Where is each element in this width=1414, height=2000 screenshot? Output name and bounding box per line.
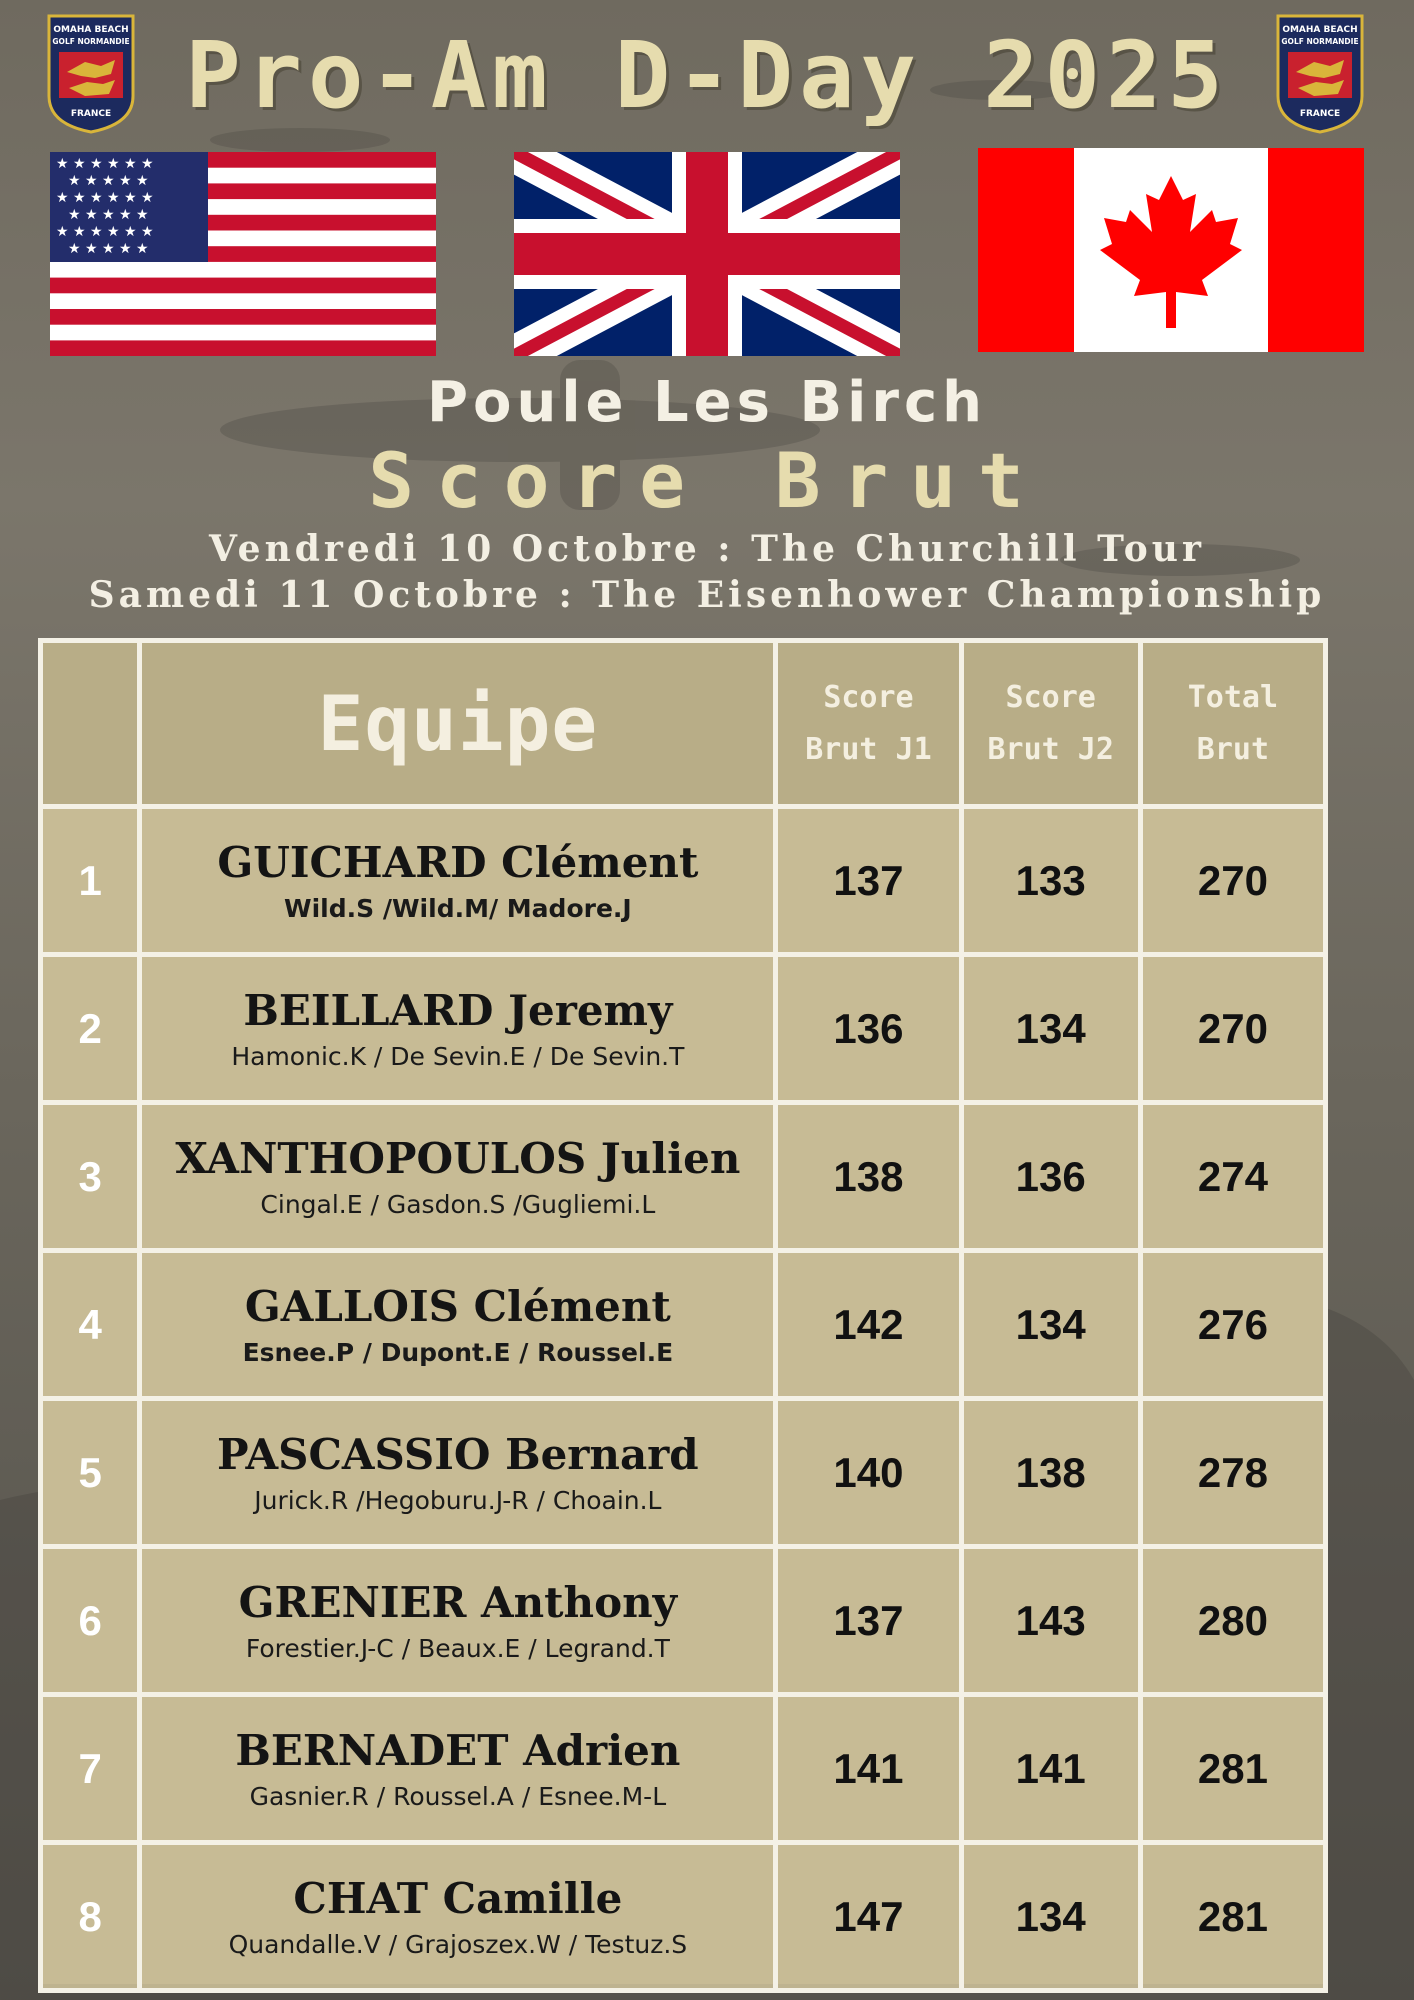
header-score-j2 [961, 641, 1140, 807]
day-2-schedule: Samedi 11 Octobre : The Eisenhower Championship [88, 574, 1326, 616]
svg-text:★ ★ ★ ★ ★ ★: ★ ★ ★ ★ ★ ★ [56, 190, 154, 206]
team-players: Cingal.E / Gasdon.S /Gugliemi.L [260, 1189, 656, 1219]
score-j2-cell: 134 [961, 1251, 1140, 1399]
day-1-schedule: Vendredi 10 Octobre : The Churchill Tour [209, 528, 1205, 570]
header-score-j1 [776, 641, 961, 807]
table-row [41, 1103, 1326, 1251]
badge-text-line3: FRANCE [70, 109, 112, 119]
score-j2-cell: 141 [961, 1695, 1140, 1843]
svg-text:★ ★ ★ ★ ★ ★: ★ ★ ★ ★ ★ ★ [56, 156, 154, 172]
rank-cell: 5 [41, 1399, 140, 1547]
table-row [41, 1399, 1326, 1547]
team-cell [140, 1103, 776, 1251]
total-cell: 280 [1140, 1547, 1325, 1695]
united-kingdom-flag [514, 152, 900, 356]
captain-name: BERNADET Adrien [235, 1725, 681, 1775]
score-j1-cell: 141 [776, 1695, 961, 1843]
table-row [41, 1695, 1326, 1843]
total-cell: 270 [1140, 807, 1325, 955]
team-cell [140, 1547, 776, 1695]
captain-name: PASCASSIO Bernard [217, 1429, 699, 1479]
total-cell: 281 [1140, 1843, 1325, 1991]
score-j2-cell: 134 [961, 955, 1140, 1103]
total-cell: 270 [1140, 955, 1325, 1103]
table-row [41, 1251, 1326, 1399]
team-players: Gasnier.R / Roussel.A / Esnee.M-L [249, 1781, 667, 1811]
score-j1-cell: 137 [776, 1547, 961, 1695]
badge-text-line3: FRANCE [1299, 109, 1341, 119]
table-row [41, 1547, 1326, 1695]
team-players: Esnee.P / Dupont.E / Roussel.E [242, 1337, 674, 1367]
table-row [41, 955, 1326, 1103]
rank-cell: 8 [41, 1843, 140, 1991]
team-players: Forestier.J-C / Beaux.E / Legrand.T [245, 1633, 670, 1663]
canada-flag [978, 148, 1364, 352]
header-score-j2-line2: Brut J2 [987, 731, 1114, 767]
score-j1-cell: 137 [776, 807, 961, 955]
badge-text-line1: OMAHA BEACH [1282, 25, 1358, 35]
score-j2-cell: 134 [961, 1843, 1140, 1991]
united-states-flag [50, 152, 436, 356]
header-score-j1-line1: Score [823, 679, 914, 715]
captain-name: CHAT Camille [293, 1873, 623, 1923]
header-score-j2-line1: Score [1005, 679, 1096, 715]
table-row [41, 807, 1326, 955]
page-title: Pro-Am D-Day 2025 [185, 22, 1229, 129]
captain-name: BEILLARD Jeremy [243, 985, 673, 1035]
team-players: Wild.S /Wild.M/ Madore.J [284, 893, 632, 923]
score-j2-cell: 136 [961, 1103, 1140, 1251]
header-total-line1: Total [1187, 679, 1279, 715]
badge-text-line2: GOLF NORMANDIE [1281, 37, 1359, 46]
svg-text:★ ★ ★ ★ ★: ★ ★ ★ ★ ★ [68, 173, 149, 189]
header-row [41, 641, 1326, 807]
total-cell: 281 [1140, 1695, 1325, 1843]
score-j2-cell: 143 [961, 1547, 1140, 1695]
score-j1-cell: 138 [776, 1103, 961, 1251]
header-score-j1-line2: Brut J1 [805, 731, 932, 767]
rank-cell: 2 [41, 955, 140, 1103]
team-cell [140, 1251, 776, 1399]
captain-name: GRENIER Anthony [238, 1577, 678, 1627]
badge-text-line2: GOLF NORMANDIE [52, 37, 130, 46]
rank-cell: 4 [41, 1251, 140, 1399]
team-cell [140, 1695, 776, 1843]
badge-text-line1: OMAHA BEACH [53, 25, 129, 35]
header-total [1140, 641, 1325, 807]
total-cell: 276 [1140, 1251, 1325, 1399]
header-team-label: Equipe [317, 679, 599, 768]
score-j1-cell: 140 [776, 1399, 961, 1547]
team-cell [140, 955, 776, 1103]
total-cell: 278 [1140, 1399, 1325, 1547]
header-team [140, 641, 776, 807]
team-cell [140, 1843, 776, 1991]
team-players: Quandalle.V / Grajoszex.W / Testuz.S [228, 1929, 688, 1959]
pool-name: Poule Les Birch [426, 370, 988, 435]
svg-text:★ ★ ★ ★ ★: ★ ★ ★ ★ ★ [68, 241, 149, 257]
header-rank [41, 641, 140, 807]
rank-cell: 3 [41, 1103, 140, 1251]
rank-cell: 7 [41, 1695, 140, 1843]
captain-name: XANTHOPOULOS Julien [175, 1133, 741, 1183]
rank-cell: 6 [41, 1547, 140, 1695]
team-cell [140, 807, 776, 955]
scoreboard-subtitle: Score Brut [368, 436, 1046, 525]
captain-name: GALLOIS Clément [244, 1281, 671, 1331]
svg-text:★ ★ ★ ★ ★: ★ ★ ★ ★ ★ [68, 207, 149, 223]
team-players: Jurick.R /Hegoburu.J-R / Choain.L [254, 1485, 662, 1515]
svg-text:★ ★ ★ ★ ★ ★: ★ ★ ★ ★ ★ ★ [56, 224, 154, 240]
score-j1-cell: 136 [776, 955, 961, 1103]
rank-cell: 1 [41, 807, 140, 955]
score-j2-cell: 138 [961, 1399, 1140, 1547]
captain-name: GUICHARD Clément [217, 837, 699, 887]
table-row [41, 1843, 1326, 1991]
score-j1-cell: 147 [776, 1843, 961, 1991]
total-cell: 274 [1140, 1103, 1325, 1251]
team-players: Hamonic.K / De Sevin.E / De Sevin.T [231, 1041, 685, 1071]
results-table [38, 638, 1328, 1984]
score-j2-cell: 133 [961, 807, 1140, 955]
score-j1-cell: 142 [776, 1251, 961, 1399]
team-cell [140, 1399, 776, 1547]
header-total-line2: Brut [1196, 731, 1270, 767]
